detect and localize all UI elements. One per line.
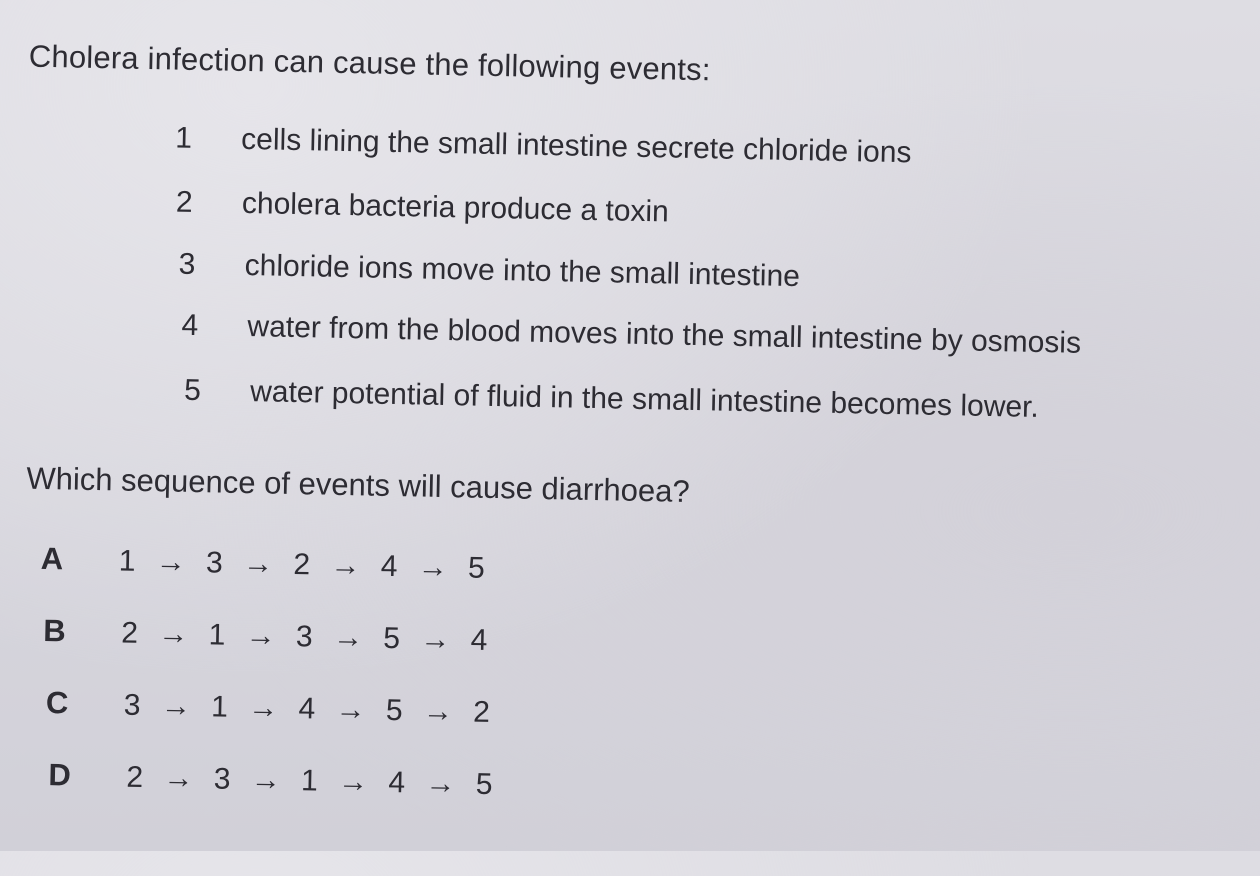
event-item-1 — [175, 122, 912, 171]
option-letter: B — [43, 613, 67, 649]
option-letter: C — [45, 685, 69, 721]
event-number: 5 — [183, 373, 202, 408]
option-sequence: 2 → 1 → 3 → 5 → 4 — [120, 616, 489, 657]
event-item-4 — [181, 309, 1081, 361]
event-text: cholera bacteria produce a toxin — [241, 186, 670, 229]
event-number: 2 — [175, 185, 193, 219]
question-text: Which sequence of events will cause diarrhoea? — [26, 460, 691, 509]
event-text: chloride ions move into the small intestine — [244, 248, 801, 294]
event-item-2 — [176, 186, 670, 230]
option-d[interactable] — [48, 757, 494, 802]
event-text: water potential of fluid in the small intestine becomes lower. — [249, 375, 1040, 424]
option-sequence: 2 → 3 → 1 → 4 → 5 — [126, 760, 494, 802]
event-text: water from the blood moves into the small intestine by osmosis — [247, 310, 1082, 360]
option-c[interactable] — [46, 685, 492, 730]
option-sequence: 1 → 3 → 2 → 4 → 5 — [118, 544, 487, 585]
event-text: cells lining the small intestine secrete chloride ions — [240, 122, 912, 170]
option-sequence: 3 → 1 → 4 → 5 → 2 — [123, 688, 492, 729]
event-item-5 — [184, 374, 1039, 425]
option-a[interactable] — [40, 541, 486, 586]
option-letter: A — [40, 540, 64, 577]
event-number: 1 — [174, 121, 193, 155]
event-item-3 — [178, 248, 800, 294]
option-letter: D — [48, 757, 72, 793]
intro-text: Cholera infection can cause the following events: — [28, 38, 711, 88]
option-b[interactable] — [43, 613, 489, 658]
event-number: 4 — [181, 308, 199, 343]
event-number: 3 — [178, 247, 196, 281]
